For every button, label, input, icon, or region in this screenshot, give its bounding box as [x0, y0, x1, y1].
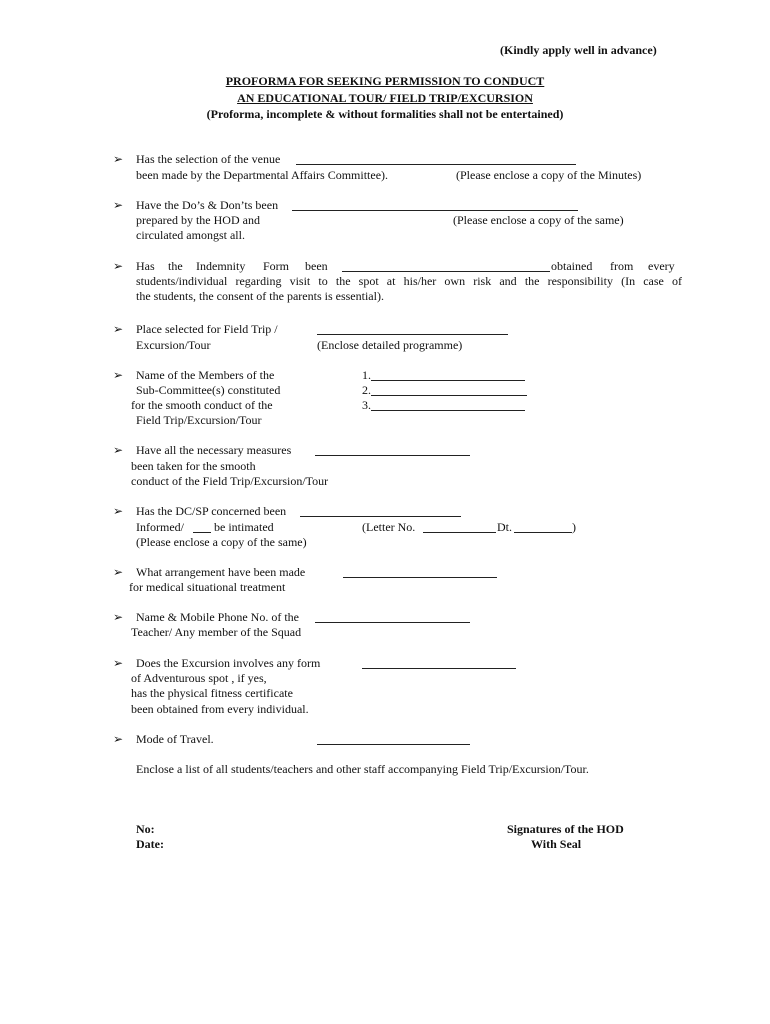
dcsp-close-paren: ) [572, 520, 576, 534]
member-1-line[interactable] [371, 380, 525, 381]
bullet-arrow-icon: ➢ [113, 443, 124, 457]
bullet-arrow-icon: ➢ [113, 610, 124, 624]
dcsp-letter-label: (Letter No. [362, 520, 416, 534]
dos-question-cont: prepared by the HOD and [136, 213, 260, 227]
venue-note: (Please enclose a copy of the Minutes) [456, 168, 642, 182]
members-question-cont2: for the smooth conduct of the [131, 398, 273, 412]
indemnity-word: Has [136, 259, 155, 273]
bullet-arrow-icon: ➢ [113, 152, 124, 166]
medical-question: What arrangement have been made [136, 565, 306, 579]
measures-question-cont2: conduct of the Field Trip/Excursion/Tour [131, 474, 329, 488]
measures-question-cont: been taken for the smooth [131, 459, 256, 473]
member-3-line[interactable] [371, 410, 525, 411]
teacher-question: Name & Mobile Phone No. of the [136, 610, 299, 624]
place-question: Place selected for Field Trip / [136, 322, 278, 336]
dcsp-choice-line[interactable] [193, 532, 211, 533]
indemnity-word: obtained [551, 259, 593, 273]
dcsp-date-label: Dt. [497, 520, 512, 534]
form-subtitle: (Proforma, incomplete & without formalities shall not be entertained) [206, 107, 564, 121]
no-label: No: [136, 822, 155, 836]
date-label: Date: [136, 837, 164, 851]
teacher-question-cont: Teacher/ Any member of the Squad [131, 625, 302, 639]
measures-answer-line[interactable] [315, 455, 470, 456]
dcsp-intimated: be intimated [214, 520, 274, 534]
dos-question-cont2: circulated amongst all. [136, 228, 245, 242]
indemnity-word: been [305, 259, 328, 273]
hod-signature-label: Signatures of the HOD [507, 822, 624, 836]
indemnity-word: every [648, 259, 675, 273]
indemnity-word: the [168, 259, 183, 273]
adventure-question-cont3: been obtained from every individual. [131, 702, 309, 716]
place-answer-line[interactable] [317, 334, 508, 335]
indemnity-text-cont2: the students, the consent of the parents is essential). [136, 289, 384, 303]
venue-answer-line[interactable] [296, 164, 576, 165]
bullet-arrow-icon: ➢ [113, 259, 124, 273]
adventure-question-cont: of Adventurous spot , if yes, [131, 671, 267, 685]
form-title-line2: AN EDUCATIONAL TOUR/ FIELD TRIP/EXCURSION [237, 91, 533, 105]
seal-label: With Seal [531, 837, 582, 851]
measures-question: Have all the necessary measures [136, 443, 292, 457]
members-question-cont: Sub-Committee(s) constituted [136, 383, 281, 397]
bullet-arrow-icon: ➢ [113, 565, 124, 579]
dcsp-question: Has the DC/SP concerned been [136, 504, 287, 518]
dcsp-letter-line[interactable] [423, 532, 496, 533]
members-question-cont3: Field Trip/Excursion/Tour [136, 413, 262, 427]
medical-question-cont: for medical situational treatment [129, 580, 286, 594]
member-number-1: 1. [362, 368, 371, 382]
travel-answer-line[interactable] [317, 744, 470, 745]
adventure-question: Does the Excursion involves any form [136, 656, 321, 670]
member-number-3: 3. [362, 398, 371, 412]
teacher-answer-line[interactable] [315, 622, 470, 623]
member-number-2: 2. [362, 383, 371, 397]
members-question: Name of the Members of the [136, 368, 275, 382]
dos-note: (Please enclose a copy of the same) [453, 213, 624, 227]
dos-question: Have the Do’s & Don’ts been [136, 198, 279, 212]
dcsp-date-line[interactable] [514, 532, 572, 533]
travel-question: Mode of Travel. [136, 732, 214, 746]
bullet-arrow-icon: ➢ [113, 322, 124, 336]
adventure-question-cont2: has the physical fitness certificate [131, 686, 293, 700]
bullet-arrow-icon: ➢ [113, 198, 124, 212]
bullet-arrow-icon: ➢ [113, 656, 124, 670]
place-question-cont: Excursion/Tour [136, 338, 211, 352]
bullet-arrow-icon: ➢ [113, 504, 124, 518]
indemnity-word: Indemnity [196, 259, 246, 273]
indemnity-answer-line[interactable] [342, 271, 550, 272]
indemnity-word: Form [263, 259, 290, 273]
indemnity-word: from [610, 259, 634, 273]
member-2-line[interactable] [371, 395, 527, 396]
dcsp-answer-line[interactable] [300, 516, 461, 517]
bullet-arrow-icon: ➢ [113, 368, 124, 382]
dcsp-informed: Informed/ [136, 520, 184, 534]
dos-answer-line[interactable] [292, 210, 578, 211]
form-title-line1: PROFORMA FOR SEEKING PERMISSION TO CONDUCT [225, 74, 545, 88]
venue-question-cont: been made by the Departmental Affairs Committee). [136, 168, 389, 182]
advance-note: (Kindly apply well in advance) [500, 43, 657, 57]
bullet-arrow-icon: ➢ [113, 732, 124, 746]
dcsp-note: (Please enclose a copy of the same) [136, 535, 307, 549]
venue-question: Has the selection of the venue [136, 152, 281, 166]
adventure-answer-line[interactable] [362, 668, 516, 669]
medical-answer-line[interactable] [343, 577, 497, 578]
place-note: (Enclose detailed programme) [317, 338, 463, 352]
enclose-note: Enclose a list of all students/teachers and other staff accompanying Field Trip/Excursion/Tour. [136, 762, 589, 776]
indemnity-text-cont: students/individual regarding visit to the spot at his/her own risk and the responsibility (In case of [136, 274, 682, 288]
